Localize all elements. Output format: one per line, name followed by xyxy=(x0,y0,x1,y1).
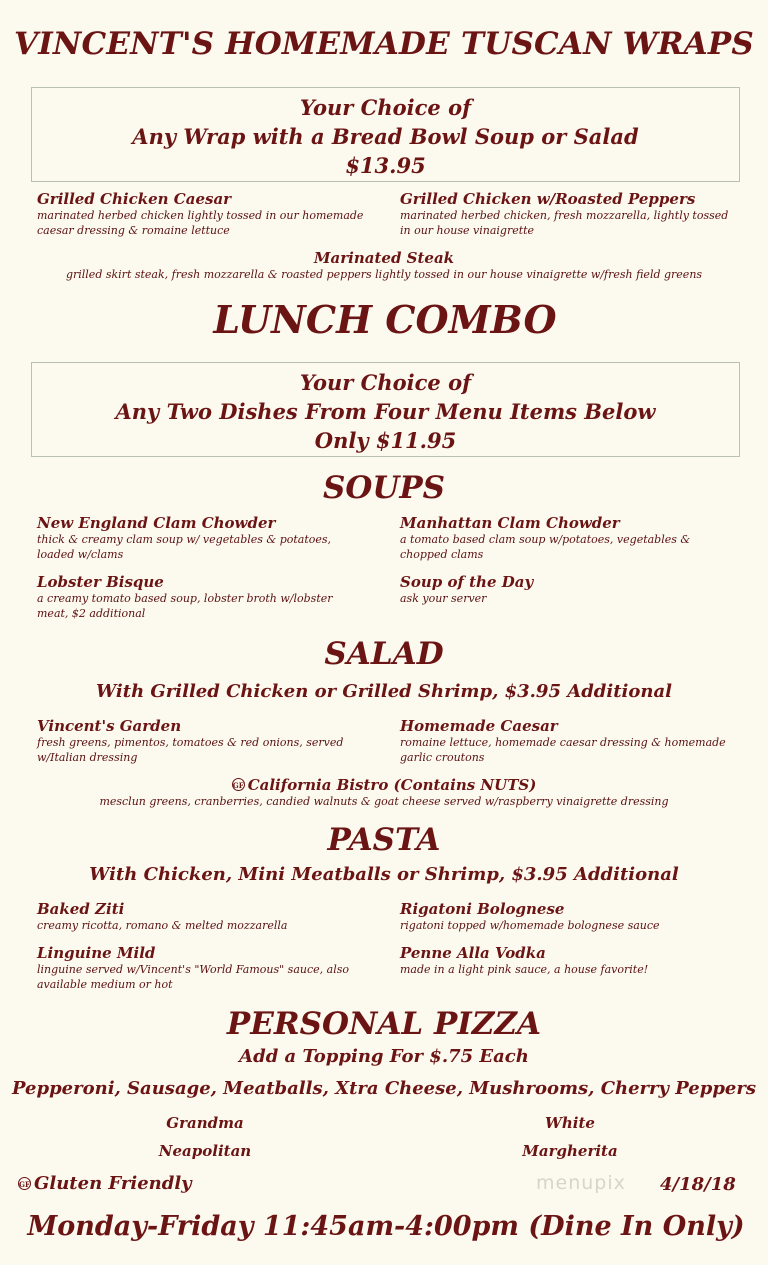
salad-item xyxy=(0,776,768,809)
wrap-item xyxy=(400,190,740,238)
wrap-desc: marinated herbed chicken lightly tossed in our homemade caesar dressing & romaine lettuce xyxy=(37,209,364,237)
wrap-name: Marinated Steak xyxy=(313,249,455,267)
lunch-combo-line2: Any Two Dishes From Four Menu Items Below xyxy=(115,399,656,424)
soup-desc: a tomato based clam soup w/potatoes, vegetables & chopped clams xyxy=(400,533,691,561)
pasta-name: Penne Alla Vodka xyxy=(400,944,546,962)
gluten-friendly-label: Gluten Friendly xyxy=(34,1173,192,1194)
soup-item xyxy=(400,573,740,606)
pasta-desc: rigatoni topped w/homemade bolognese sauce xyxy=(400,919,660,932)
pasta-subtitle: With Chicken, Mini Meatballs or Shrimp, $3.95 Additional xyxy=(89,864,679,885)
salad-name: Vincent's Garden xyxy=(37,717,182,735)
wraps-offer-box xyxy=(31,87,740,182)
wraps-offer-price: $13.95 xyxy=(345,153,426,178)
soup-name: Soup of the Day xyxy=(400,573,534,591)
pasta-item xyxy=(37,900,367,933)
lunch-combo-heading: LUNCH COMBO xyxy=(213,297,557,342)
wrap-item xyxy=(0,249,768,282)
gluten-friendly-legend xyxy=(18,1173,192,1194)
lunch-combo-box xyxy=(31,362,740,457)
wrap-name: Grilled Chicken Caesar xyxy=(37,190,232,208)
wraps-offer-line1: Your Choice of xyxy=(299,95,472,120)
wrap-name: Grilled Chicken w/Roasted Peppers xyxy=(400,190,696,208)
soup-name: Lobster Bisque xyxy=(37,573,164,591)
pizza-subtitle: Add a Topping For $.75 Each xyxy=(239,1046,529,1067)
soup-name: New England Clam Chowder xyxy=(37,514,276,532)
soups-heading: SOUPS xyxy=(322,470,446,506)
lunch-combo-line1: Your Choice of xyxy=(299,370,472,395)
pasta-heading: PASTA xyxy=(327,822,441,858)
menu-date: 4/18/18 xyxy=(660,1174,736,1195)
soup-item xyxy=(37,514,367,562)
soup-desc: a creamy tomato based soup, lobster broth w/lobster meat, $2 additional xyxy=(37,592,333,620)
soup-desc: thick & creamy clam soup w/ vegetables & potatoes, loaded w/clams xyxy=(37,533,332,561)
pasta-desc: made in a light pink sauce, a house favorite! xyxy=(400,963,649,976)
wraps-offer-line2: Any Wrap with a Bread Bowl Soup or Salad xyxy=(132,124,639,149)
salad-item xyxy=(37,717,367,765)
hours-footer: Monday-Friday 11:45am-4:00pm (Dine In Only) xyxy=(27,1211,745,1242)
pasta-desc: creamy ricotta, romano & melted mozzarella xyxy=(37,919,288,932)
pizza-item: Margherita xyxy=(522,1142,618,1160)
salad-item xyxy=(400,717,740,765)
salad-name: Homemade Caesar xyxy=(400,717,558,735)
salad-desc: fresh greens, pimentos, tomatoes & red onions, served w/Italian dressing xyxy=(37,736,344,764)
pizza-item: Neapolitan xyxy=(158,1142,252,1160)
salad-subtitle: With Grilled Chicken or Grilled Shrimp, $3.95 Additional xyxy=(96,681,672,702)
pasta-desc: linguine served w/Vincent's "World Famous" sauce, also available medium or hot xyxy=(37,963,349,991)
salad-name: California Bistro (Contains NUTS) xyxy=(247,776,537,794)
pizza-heading: PERSONAL PIZZA xyxy=(226,1006,542,1042)
wrap-desc: grilled skirt steak, fresh mozzarella & roasted peppers lightly tossed in our house vinaigrette w/fresh field greens xyxy=(65,268,703,281)
wrap-desc: marinated herbed chicken, fresh mozzarella, lightly tossed in our house vinaigrette xyxy=(400,209,729,237)
salad-desc: mesclun greens, cranberries, candied walnuts & goat cheese served w/raspberry vinaigrette dressing xyxy=(99,795,669,808)
gluten-friendly-icon: GF xyxy=(18,1177,31,1190)
pizza-toppings: Pepperoni, Sausage, Meatballs, Xtra Cheese, Mushrooms, Cherry Peppers xyxy=(11,1078,756,1099)
pasta-item xyxy=(400,944,740,977)
salad-name-row xyxy=(0,776,768,794)
lunch-combo-price: Only $11.95 xyxy=(314,428,457,453)
pasta-item xyxy=(37,944,367,992)
pizza-item: Grandma xyxy=(166,1114,244,1132)
soup-item xyxy=(400,514,740,562)
pasta-item xyxy=(400,900,740,933)
salad-desc: romaine lettuce, homemade caesar dressing & homemade garlic croutons xyxy=(400,736,726,764)
gluten-friendly-icon: GF xyxy=(232,778,245,791)
soup-desc: ask your server xyxy=(400,592,487,605)
pasta-name: Rigatoni Bolognese xyxy=(400,900,565,918)
pizza-item: White xyxy=(545,1114,595,1132)
pasta-name: Linguine Mild xyxy=(37,944,156,962)
soup-name: Manhattan Clam Chowder xyxy=(400,514,620,532)
wrap-item xyxy=(37,190,367,238)
salad-heading: SALAD xyxy=(324,636,444,672)
soup-item xyxy=(37,573,367,621)
watermark-text: menupix xyxy=(536,1172,626,1194)
menu-title: VINCENT'S HOMEMADE TUSCAN WRAPS xyxy=(13,26,755,62)
pasta-name: Baked Ziti xyxy=(37,900,125,918)
